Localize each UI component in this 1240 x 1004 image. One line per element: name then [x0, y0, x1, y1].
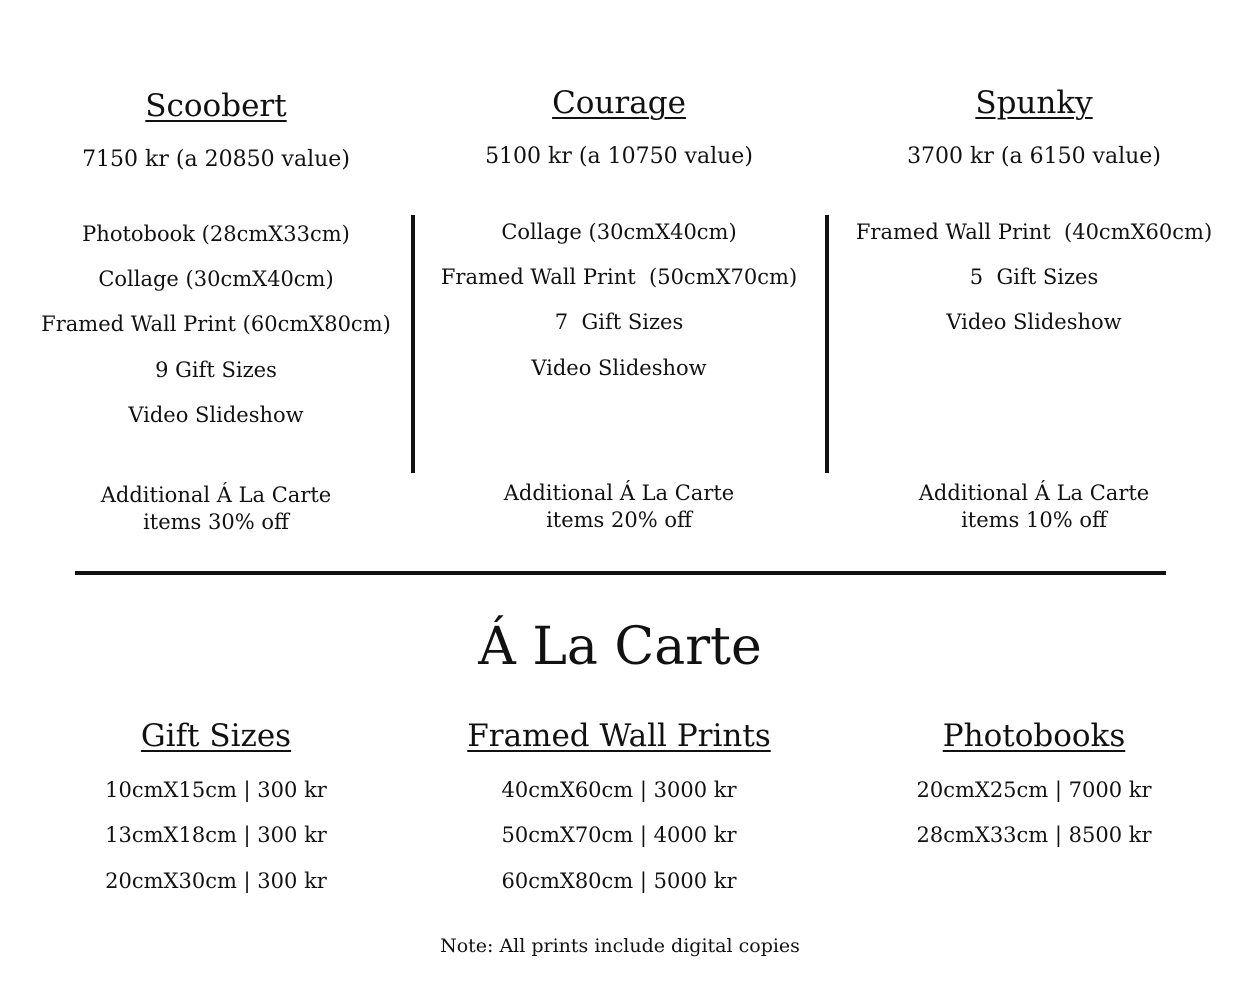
package-item: Framed Wall Print (50cmX70cm)	[440, 265, 798, 289]
price-item: 60cmX80cm | 5000 kr	[501, 869, 737, 893]
package-title: Courage	[552, 85, 686, 121]
a-la-carte-title: Á La Carte	[478, 617, 762, 677]
price-item: 10cmX15cm | 300 kr	[105, 778, 327, 802]
column-divider	[411, 215, 415, 473]
price-item: 40cmX60cm | 3000 kr	[501, 778, 737, 802]
package-item: Video Slideshow	[128, 403, 304, 427]
category-title: Gift Sizes	[140, 718, 292, 754]
footnote: Note: All prints include digital copies	[440, 935, 800, 957]
package-item: Framed Wall Print (40cmX60cm)	[855, 220, 1213, 244]
package-item: 5 Gift Sizes	[969, 265, 1099, 289]
price-item: 28cmX33cm | 8500 kr	[916, 823, 1152, 847]
package-item: Framed Wall Print (60cmX80cm)	[41, 312, 391, 336]
package-item: Collage (30cmX40cm)	[501, 220, 737, 244]
discount-line: items 30% off	[143, 510, 289, 534]
package-item: 7 Gift Sizes	[554, 310, 684, 334]
package-price: 3700 kr (a 6150 value)	[907, 144, 1161, 169]
price-item: 20cmX25cm | 7000 kr	[916, 778, 1152, 802]
discount-line: items 20% off	[546, 508, 692, 532]
discount-line: Additional Á La Carte	[918, 481, 1150, 505]
package-item: Video Slideshow	[531, 356, 707, 380]
package-item: Video Slideshow	[946, 310, 1122, 334]
package-price: 5100 kr (a 10750 value)	[485, 144, 753, 169]
price-item: 50cmX70cm | 4000 kr	[501, 823, 737, 847]
package-title: Scoobert	[145, 88, 287, 124]
package-title: Spunky	[975, 85, 1093, 121]
column-divider	[825, 215, 829, 473]
category-gift-sizes	[36, 0, 396, 1004]
category-framed-wall-prints	[439, 0, 799, 1004]
category-photobooks	[854, 0, 1214, 1004]
discount-line: items 10% off	[961, 508, 1107, 532]
discount-line: Additional Á La Carte	[100, 483, 332, 507]
discount-line: Additional Á La Carte	[503, 481, 735, 505]
price-item: 13cmX18cm | 300 kr	[105, 823, 327, 847]
package-item: 9 Gift Sizes	[155, 358, 277, 382]
category-title: Photobooks	[942, 718, 1126, 754]
package-price: 7150 kr (a 20850 value)	[82, 147, 350, 172]
package-item: Photobook (28cmX33cm)	[82, 222, 350, 246]
price-item: 20cmX30cm | 300 kr	[105, 869, 327, 893]
category-title: Framed Wall Prints	[467, 718, 771, 754]
package-item: Collage (30cmX40cm)	[98, 267, 334, 291]
